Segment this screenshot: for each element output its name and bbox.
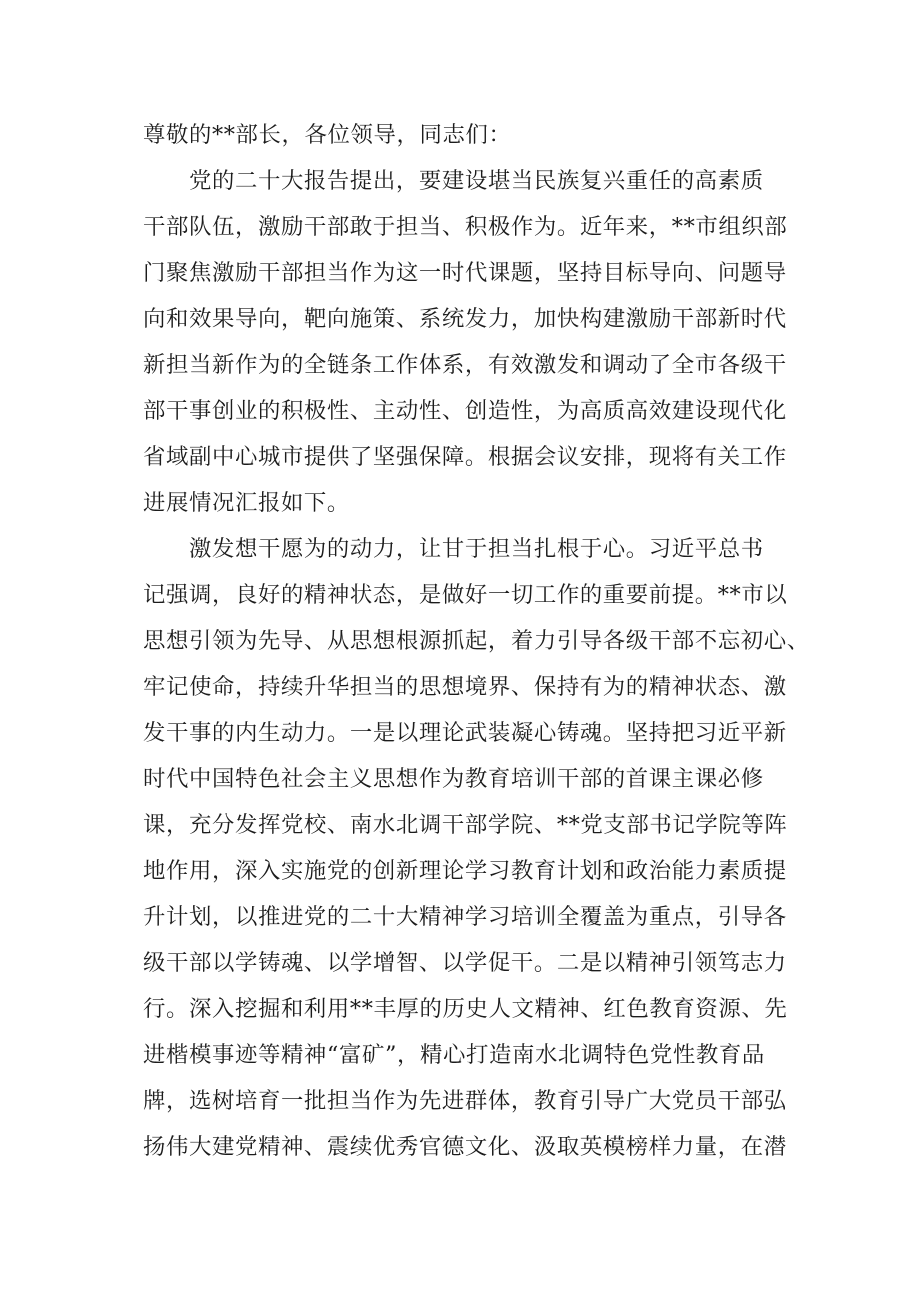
- paragraph-line: 激发想干愿为的动力，让甘于担当扎根于心。习近平总书: [143, 536, 764, 562]
- paragraph-line: 发干事的内生动力。一是以理论武装凝心铸魂。坚持把习近平新: [143, 720, 787, 746]
- paragraph-line: 思想引领为先导、从思想根源抓起，着力引导各级干部不忘初心、: [143, 628, 810, 654]
- paragraph-line: 地作用，深入实施党的创新理论学习教育计划和政治能力素质提: [143, 858, 787, 884]
- paragraph-line: 课，充分发挥党校、南水北调干部学院、**党支部书记学院等阵: [143, 812, 788, 838]
- paragraph-line: 党的二十大报告提出，要建设堪当民族复兴重任的高素质: [143, 168, 764, 194]
- paragraph-line: 牢记使命，持续升华担当的思想境界、保持有为的精神状态、激: [143, 674, 787, 700]
- paragraph-line: 进楷模事迹等精神“富矿”，精心打造南水北调特色党性教育品: [143, 1042, 765, 1068]
- paragraph-line: 牌，选树培育一批担当作为先进群体，教育引导广大党员干部弘: [143, 1088, 787, 1114]
- paragraph-line: 级干部以学铸魂、以学增智、以学促干。二是以精神引领笃志力: [143, 950, 787, 976]
- paragraph-line: 升计划，以推进党的二十大精神学习培训全覆盖为重点，引导各: [143, 904, 787, 930]
- paragraph-line: 干部队伍，激励干部敢于担当、积极作为。近年来，**市组织部: [143, 214, 788, 240]
- paragraph-2: [143, 526, 810, 1170]
- paragraph-line: 门聚焦激励干部担当作为这一时代课题，坚持目标导向、问题导: [143, 260, 787, 286]
- paragraph-line: 进展情况汇报如下。: [143, 490, 350, 516]
- paragraph-line: 记强调，良好的精神状态，是做好一切工作的重要前提。**市以: [143, 582, 788, 608]
- paragraph-line: 向和效果导向，靶向施策、系统发力，加快构建激励干部新时代: [143, 306, 787, 332]
- paragraph-1: [143, 158, 788, 526]
- salutation: 尊敬的**部长，各位领导，同志们：: [143, 122, 512, 148]
- paragraph-line: 部干事创业的积极性、主动性、创造性，为高质高效建设现代化: [143, 398, 787, 424]
- paragraph-line: 行。深入挖掘和利用**丰厚的历史人文精神、红色教育资源、先: [143, 996, 788, 1022]
- document-body: [143, 112, 810, 1170]
- paragraph-line: 省域副中心城市提供了坚强保障。根据会议安排，现将有关工作: [143, 444, 787, 470]
- paragraph-line: 新担当新作为的全链条工作体系，有效激发和调动了全市各级干: [143, 352, 787, 378]
- paragraph-line: 时代中国特色社会主义思想作为教育培训干部的首课主课必修: [143, 766, 764, 792]
- paragraph-line: 扬伟大建党精神、震续优秀官德文化、汲取英模榜样力量，在潜: [143, 1134, 787, 1160]
